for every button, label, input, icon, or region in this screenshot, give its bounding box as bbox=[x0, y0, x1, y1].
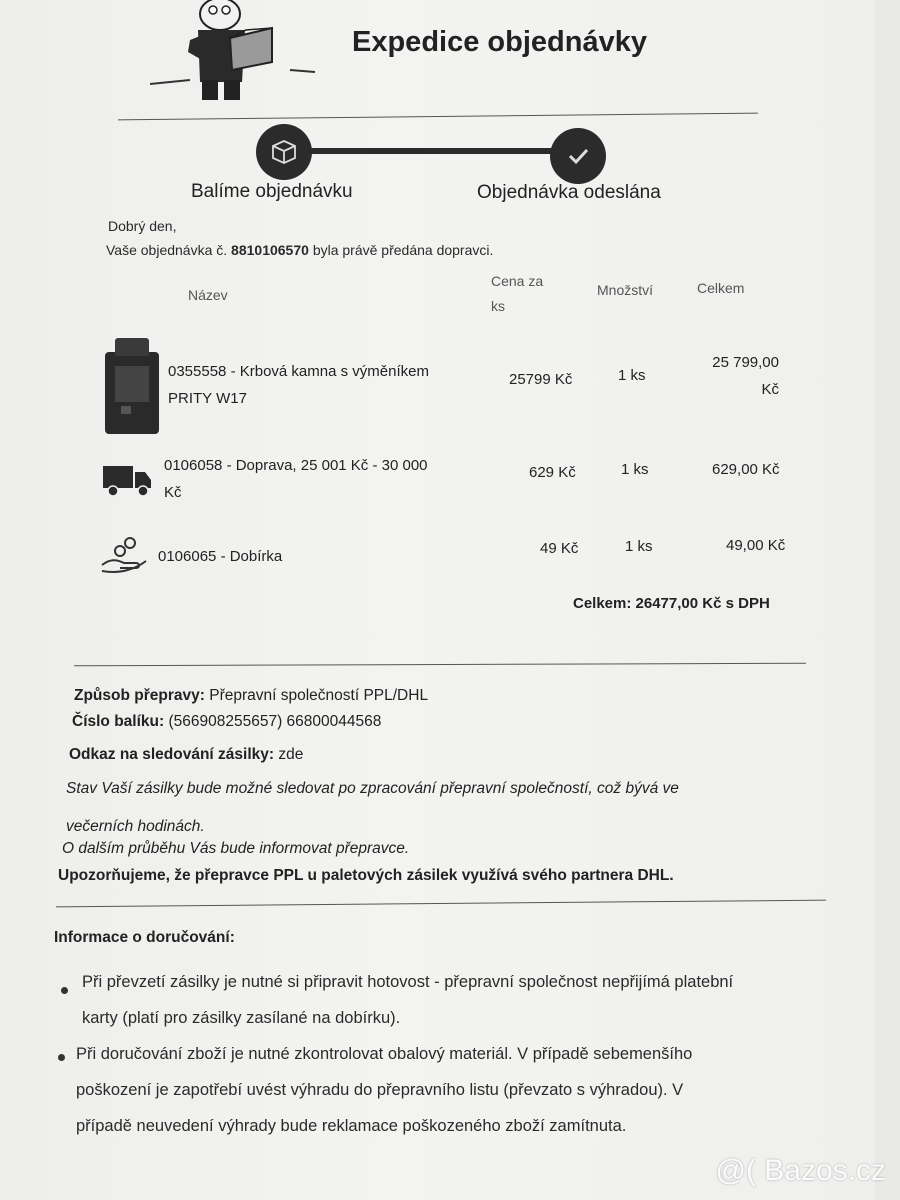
item-total-line2: Kč bbox=[761, 381, 779, 398]
delivery-bullet-line: Při převzetí zásilky je nutné si připravit hotovost - přepravní společnost nepřijímá platební bbox=[82, 973, 734, 991]
delivery-info-heading: Informace o doručování: bbox=[54, 929, 235, 946]
item-name-line2: PRITY W17 bbox=[168, 390, 247, 407]
col-header-total: Celkem bbox=[697, 280, 745, 296]
order-sentence-prefix: Vaše objednávka č. bbox=[106, 242, 228, 258]
col-header-price-line1: Cena za bbox=[491, 273, 544, 289]
parcel-number-label: Číslo balíku: bbox=[72, 713, 165, 730]
tracking-link-row bbox=[69, 746, 303, 764]
shipping-method-label: Způsob přepravy: bbox=[74, 687, 205, 704]
col-header-price-line2: ks bbox=[491, 298, 505, 314]
item-price: 49 Kč bbox=[540, 540, 579, 557]
step-sent-circle bbox=[550, 128, 606, 184]
carrier-note: O dalším průběhu Vás bude informovat přepravce. bbox=[62, 840, 410, 857]
page-title: Expedice objednávky bbox=[352, 26, 647, 58]
item-total bbox=[705, 349, 779, 403]
bullet-dot bbox=[61, 987, 68, 994]
section-divider bbox=[56, 900, 826, 908]
parcel-number-value: (566908255657) 66800044568 bbox=[168, 713, 382, 730]
col-header-price bbox=[491, 269, 543, 319]
tracking-link[interactable]: zde bbox=[278, 746, 304, 763]
bazos-watermark: @( Bazos.cz bbox=[715, 1154, 886, 1187]
stove-icon bbox=[101, 336, 163, 436]
package-icon bbox=[269, 137, 299, 167]
item-qty: 1 ks bbox=[618, 367, 646, 384]
delivery-bullet-line: poškození je zapotřebí uvést výhradu do přepravního listu (převzato s výhradou). V bbox=[76, 1081, 684, 1099]
grand-total: Celkem: 26477,00 Kč s DPH bbox=[573, 595, 770, 612]
col-header-name: Název bbox=[188, 287, 228, 303]
order-sentence-suffix: byla právě předána dopravci. bbox=[312, 242, 494, 258]
delivery-bullet bbox=[76, 1036, 692, 1144]
carrier-warning: Upozorňujeme, že přepravce PPL u paletových zásilek využívá svého partnera DHL. bbox=[58, 867, 674, 884]
step-packing-label: Balíme objednávku bbox=[191, 181, 353, 202]
cash-on-delivery-icon bbox=[100, 535, 150, 575]
step-sent-label: Objednávka odeslána bbox=[477, 182, 661, 203]
item-name bbox=[168, 358, 429, 412]
item-total: 629,00 Kč bbox=[712, 461, 780, 478]
courier-mascot-illustration bbox=[150, 0, 320, 110]
progress-bar bbox=[300, 148, 560, 154]
item-total: 49,00 Kč bbox=[726, 537, 786, 554]
delivery-bullet-line: karty (platí pro zásilky zasílané na dobírku). bbox=[82, 1009, 401, 1027]
tracking-note bbox=[66, 770, 679, 846]
item-name-line1: 0106058 - Doprava, 25 001 Kč - 30 000 bbox=[164, 457, 428, 474]
truck-icon bbox=[101, 462, 153, 498]
delivery-bullet bbox=[82, 964, 733, 1036]
greeting-line: Dobrý den, bbox=[108, 218, 177, 234]
item-name-line2: Kč bbox=[164, 484, 182, 501]
item-price: 25799 Kč bbox=[509, 371, 573, 388]
checkmark-icon bbox=[564, 142, 592, 170]
header-divider bbox=[118, 113, 758, 121]
parcel-number bbox=[72, 713, 381, 731]
col-header-qty: Množství bbox=[597, 282, 654, 298]
tracking-note-line2: večerních hodinách. bbox=[66, 818, 205, 835]
shipping-method bbox=[74, 687, 428, 705]
item-qty: 1 ks bbox=[621, 461, 649, 478]
item-name-line1: 0355558 - Krbová kamna s výměníkem bbox=[168, 363, 429, 380]
tracking-link-label: Odkaz na sledování zásilky: bbox=[69, 746, 275, 763]
section-divider bbox=[74, 663, 806, 667]
shipping-method-value: Přepravní společností PPL/DHL bbox=[209, 687, 429, 704]
item-name: 0106065 - Dobírka bbox=[158, 548, 283, 565]
order-sentence bbox=[106, 242, 493, 258]
item-total-line1: 25 799,00 bbox=[712, 354, 779, 371]
item-qty: 1 ks bbox=[625, 538, 653, 555]
order-number: 8810106570 bbox=[231, 242, 309, 258]
item-price: 629 Kč bbox=[529, 464, 576, 481]
tracking-note-line1: Stav Vaší zásilky bude možné sledovat po zpracování přepravní společností, což bývá ve bbox=[66, 780, 679, 797]
delivery-bullet-line: případě neuvedení výhrady bude reklamace poškozeného zboží zamítnuta. bbox=[76, 1117, 627, 1135]
bullet-dot bbox=[58, 1054, 65, 1061]
step-packing-circle bbox=[256, 124, 312, 180]
item-name bbox=[164, 452, 428, 506]
delivery-bullet-line: Při doručování zboží je nutné zkontrolovat obalový materiál. V případě sebemenšího bbox=[76, 1045, 693, 1063]
